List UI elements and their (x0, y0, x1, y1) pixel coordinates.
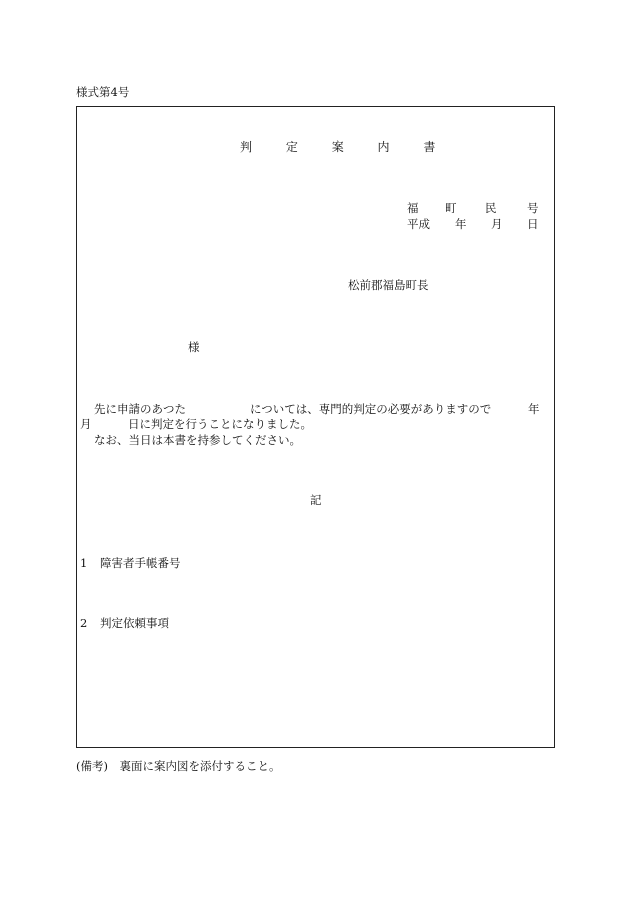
document-title (240, 138, 435, 155)
addressee-suffix: 様 (188, 340, 200, 354)
body-line-1 (94, 401, 491, 417)
issuer-name: 松前郡福島町長 (348, 278, 429, 292)
item-judgment-request (80, 615, 169, 631)
body-text: については、専門的判定の必要がありますので (250, 402, 492, 416)
remarks-note: (備考) 裏面に案内図を添付すること。 (76, 759, 281, 773)
number-part: 町 (445, 201, 457, 215)
title-char: 定 (285, 140, 298, 154)
form-number: 様式第4号 (76, 85, 130, 99)
ki-heading: 記 (310, 493, 322, 507)
date-part: 平成 (407, 217, 430, 231)
body-month: 月 (80, 417, 92, 431)
body-line-3: なお、当日は本書を持参してください。 (94, 433, 301, 447)
item-number: 2 (80, 616, 88, 630)
body-text: 先に申請のあつた (94, 402, 186, 416)
item-label: 判定依頼事項 (100, 616, 169, 630)
item-label: 障害者手帳番号 (100, 556, 181, 570)
date-part: 月 (491, 217, 503, 231)
date-part: 日 (527, 217, 539, 231)
body-line-2: 日に判定を行うことになりました。 (128, 417, 312, 431)
date-part: 年 (455, 217, 467, 231)
title-char: 案 (331, 140, 344, 154)
title-char: 内 (377, 140, 390, 154)
number-part: 号 (527, 201, 539, 215)
title-char: 書 (423, 140, 436, 154)
item-disability-handbook-number (80, 555, 181, 571)
title-char: 判 (240, 140, 253, 154)
body-year: 年 (528, 402, 540, 416)
number-part: 福 (407, 201, 419, 215)
item-number: 1 (80, 556, 88, 570)
number-part: 民 (485, 201, 497, 215)
